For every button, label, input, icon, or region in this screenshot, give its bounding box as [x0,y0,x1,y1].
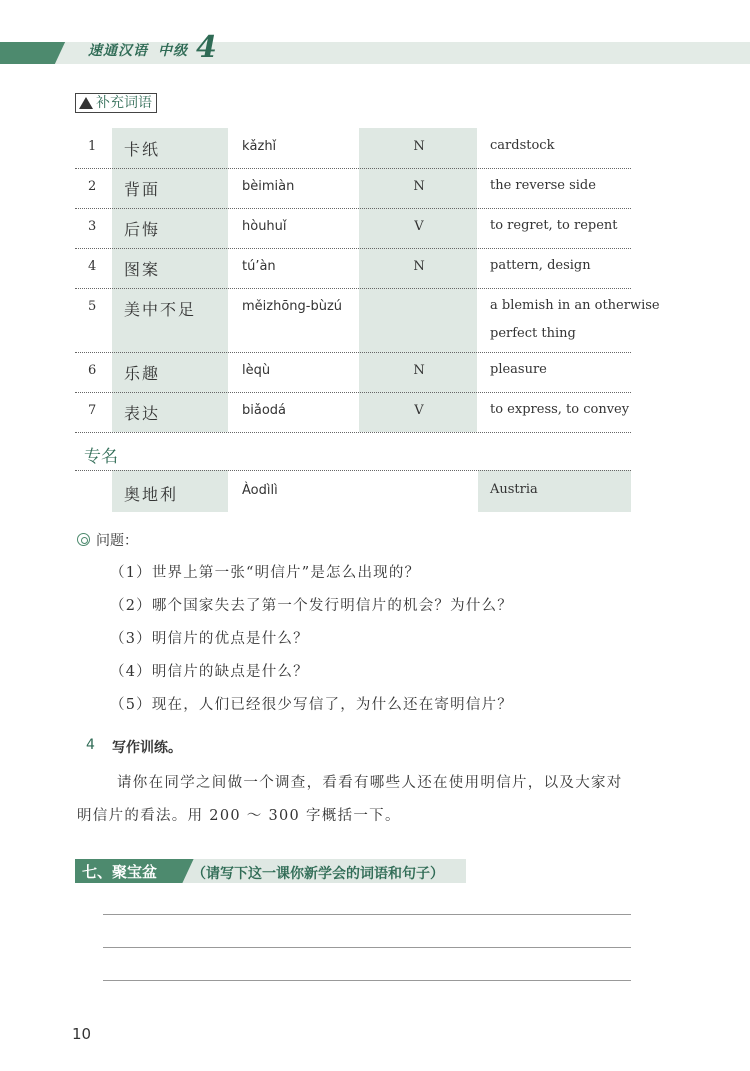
word-hanzi: 背面 [124,180,161,199]
word-hanzi: 卡纸 [124,140,161,159]
page-number: 10 [72,1025,92,1043]
task-paragraph-line: 明信片的看法。用 200 ～ 300 字概括一下。 [77,808,401,824]
word-pinyin: tú’àn [242,259,276,274]
question-item: （4）明信片的缺点是什么？ [110,664,309,680]
word-pinyin: kǎzhǐ [242,139,277,154]
book-title [88,40,188,60]
book-number: 4 [196,30,217,65]
word-pinyin: biǎodá [242,403,287,418]
task-paragraph-line: 请你在同学之间做一个调查，看看有哪些人还在使用明信片，以及大家对 [117,775,623,791]
word-number: 7 [88,403,97,418]
row-divider [75,470,631,471]
word-english: pattern, design [490,258,591,273]
word-number: 3 [88,219,97,234]
word-pinyin: hòuhuǐ [242,219,287,234]
pos-column-shade [359,128,477,432]
double-circle-icon [77,533,90,546]
section-title: 七、聚宝盆 [82,863,158,881]
writing-line[interactable] [103,980,631,981]
word-hanzi: 后悔 [124,220,161,239]
row-divider [75,168,631,169]
word-number: 4 [88,259,97,274]
supplement-title [75,93,157,113]
task-number: 4 [86,737,95,753]
word-english-continued: perfect thing [490,326,576,341]
word-pinyin: bèimiàn [242,179,295,194]
row-divider [75,288,631,289]
word-pos: N [413,363,425,378]
proper-hanzi: 奥地利 [124,485,179,504]
word-english: cardstock [490,138,555,153]
word-english: to regret, to repent [490,218,618,233]
questions-label: 问题： [96,533,138,549]
proper-english: Austria [490,482,538,497]
hanzi-column-shade [112,128,228,432]
word-english: a blemish in an otherwise [490,298,660,313]
word-pos: N [413,259,425,274]
questions-heading [77,530,138,550]
row-divider [75,208,631,209]
task-title: 写作训练。 [112,740,182,756]
question-item: （2）哪个国家失去了第一个发行明信片的机会？为什么？ [110,598,513,614]
word-pinyin: měizhōng-bùzú [242,299,343,314]
word-english: to express, to convey [490,402,630,417]
word-pinyin: lèqù [242,363,271,378]
word-number: 5 [88,299,97,314]
word-english: pleasure [490,362,547,377]
word-pos: N [413,139,425,154]
row-divider [75,432,631,433]
writing-line[interactable] [103,914,631,915]
row-divider [75,352,631,353]
word-number: 6 [88,363,97,378]
row-divider [75,392,631,393]
word-number: 2 [88,179,97,194]
supplement-title-label: 补充词语 [96,95,152,111]
word-pos: N [413,179,425,194]
row-divider [75,248,631,249]
word-hanzi: 乐趣 [124,364,161,383]
word-hanzi: 美中不足 [124,300,197,319]
book-series: 速通汉语 [88,43,148,59]
proper-names-title: 专名 [84,447,118,467]
triangle-icon [79,97,93,109]
book-level: 中级 [158,43,188,59]
question-item: （1）世界上第一张“明信片”是怎么出现的？ [110,565,421,581]
word-number: 1 [88,139,97,154]
proper-pinyin: Àodìlì [242,483,278,498]
question-item: （5）现在，人们已经很少写信了，为什么还在寄明信片？ [110,697,513,713]
word-pos: V [414,403,424,418]
question-item: （3）明信片的优点是什么？ [110,631,309,647]
section-subtitle: （请写下这一课你新学会的词语和句子） [192,866,444,882]
writing-line[interactable] [103,947,631,948]
word-english: the reverse side [490,178,596,193]
word-hanzi: 表达 [124,404,161,423]
word-hanzi: 图案 [124,260,161,279]
word-pos: V [414,219,424,234]
